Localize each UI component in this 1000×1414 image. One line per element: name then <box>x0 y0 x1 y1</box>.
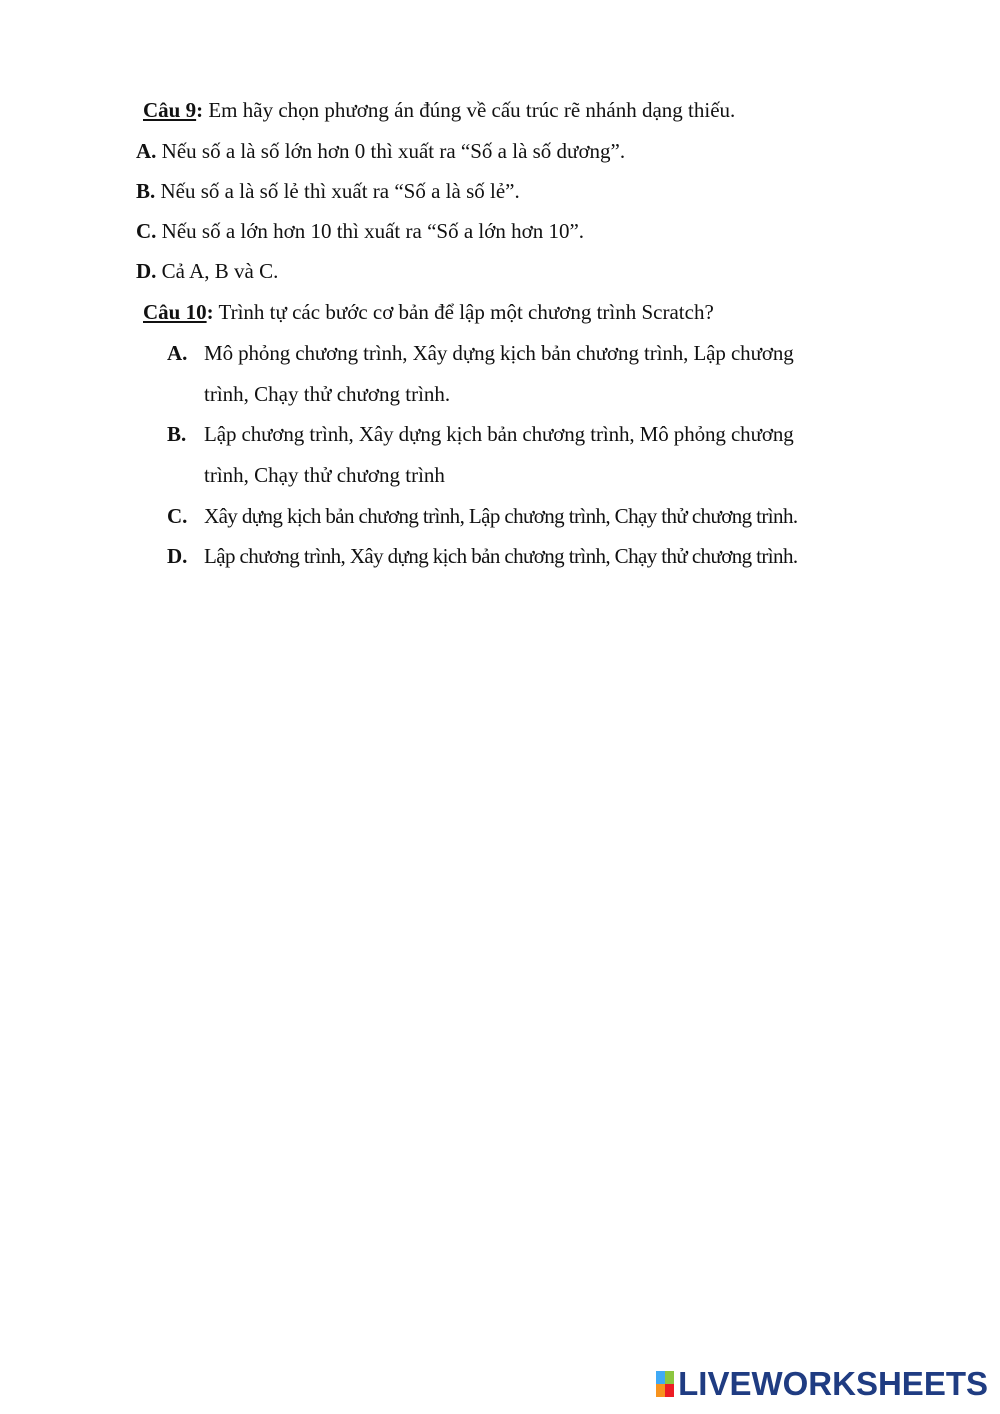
question-10-heading <box>143 298 714 326</box>
question-10-option-b-line1: Lập chương trình, Xây dựng kịch bản chương trình, Mô phỏng chương <box>204 422 794 446</box>
option-text: Nếu số a lớn hơn 10 thì xuất ra “Số a lớn hơn 10”. <box>156 219 585 243</box>
question-10-option-b-letter <box>167 420 186 448</box>
option-letter: A. <box>167 341 188 365</box>
option-letter: B. <box>136 179 156 203</box>
liveworksheets-logo[interactable] <box>656 1364 988 1404</box>
question-10-colon: : <box>206 300 214 324</box>
option-letter: D. <box>167 544 188 568</box>
question-9-option-d <box>136 257 278 285</box>
option-text: Cả A, B và C. <box>156 259 279 283</box>
question-9-text: Em hãy chọn phương án đúng về cấu trúc rẽ nhánh dạng thiếu. <box>203 98 736 122</box>
option-text: Nếu số a là số lớn hơn 0 thì xuất ra “Số a là số dương”. <box>156 139 626 163</box>
question-10-text: Trình tự các bước cơ bản để lập một chương trình Scratch? <box>213 300 714 324</box>
option-letter: B. <box>167 422 187 446</box>
option-letter: A. <box>136 139 157 163</box>
question-10-option-a-line2: trình, Chạy thử chương trình. <box>204 382 451 406</box>
question-10-option-a-line1: Mô phỏng chương trình, Xây dựng kịch bản chương trình, Lập chương <box>204 341 794 365</box>
question-10-option-c-line1: Xây dựng kịch bản chương trình, Lập chương trình, Chạy thử chương trình. <box>204 504 798 528</box>
liveworksheets-logo-icon <box>656 1371 674 1397</box>
logo-text: LIVEWORKSHEETS <box>678 1365 988 1402</box>
question-10-option-d-line1: Lập chương trình, Xây dựng kịch bản chương trình, Chạy thử chương trình. <box>204 544 798 568</box>
option-text: Nếu số a là số lẻ thì xuất ra “Số a là số lẻ”. <box>155 179 520 203</box>
question-9-option-c <box>136 217 584 245</box>
question-10-option-a-letter <box>167 339 187 367</box>
question-10-option-b-line2: trình, Chạy thử chương trình <box>204 463 445 487</box>
question-10-option-c-letter <box>167 502 187 530</box>
option-letter: C. <box>167 504 188 528</box>
question-9-option-a <box>136 137 625 165</box>
question-9-label: Câu 9 <box>143 98 197 122</box>
question-9-heading <box>143 96 735 124</box>
option-letter: C. <box>136 219 157 243</box>
question-10-label: Câu 10 <box>143 300 207 324</box>
option-letter: D. <box>136 259 157 283</box>
question-9-colon: : <box>196 98 204 122</box>
question-9-option-b <box>136 177 520 205</box>
question-10-option-d-letter <box>167 542 187 570</box>
